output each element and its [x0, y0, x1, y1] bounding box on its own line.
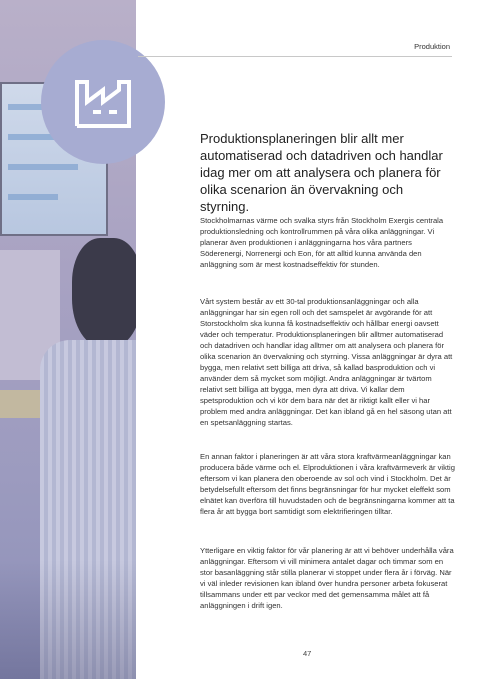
paragraph: Vårt system består av ett 30-tal produktionsanläggningar och alla anläggningar har sin egen roll och det samspelet är avgörande för att Storstockholm ska kunna få kostnadseffektiv och hållbar energi oavsett väder och temperatur. Produktionsplaneringen blir alltmer automatiserad och datadriven och handlar idag alltmer om att analysera och planera för olika scenarion än övervakning och styrning. Vissa anläggningar är dyra att bygga, men relativt sett billiga att driva, så kallad basproduktion och vi använder dem så mycket som möjligt. Andra anläggningar är tvärtom relativt sett billiga att bygga, men dyra att driva. Vi kallar dem spetsproduktion och vi kör dem bara när det är riktigt kallt eller vi har problem med andra anläggningar. Det kan ibland gå en hel säsong utan att en spetsanläggning startas. — [200, 297, 453, 427]
paragraph: Ytterligare en viktig faktor för vår planering är att vi behöver underhålla våra anläggningar. Eftersom vi vill minimera antalet dagar och timmar som en stor basanläggning står stilla planerar vi stoppet under flera år i förväg. När vi väl inleder revisionen kan ibland över hundra personer arbeta fokuserat tillsammans under ett par veckor med det gemensamma målet att få anläggningen i drift igen. — [200, 546, 454, 610]
factory-icon — [73, 76, 133, 128]
paragraph: Stockholmarnas värme och svalka styrs från Stockholm Exergis centrala produktionsledning och kontrollrummen på våra olika anläggningar. Vi planerar även produktionen i anläggningarna hos våra partners Söderenergi, Norrenergi och Eon, för att alltid kunna använda den anläggning som är mest kostnadseffektiv för stunden. — [200, 216, 444, 269]
lead-text: Produktionsplaneringen blir allt mer automatiserad och datadriven och handlar idag mer om att analysera och planera för olika scenarion än övervakning och styrning. — [200, 131, 443, 214]
photo-shade — [0, 560, 136, 679]
person-head — [72, 238, 136, 348]
section-label: Produktion — [414, 42, 450, 51]
paragraph: En annan faktor i planeringen är att våra stora kraftvärmeanläggningar kan producera både värme och el. Elproduktionen i våra kraftvärmeverk är viktig eftersom vi kan planera den oberoende av sol och vind i Stockholm. Det är betydelsefullt eftersom det finns begränsningar för hur mycket eleffekt som elnätet kan överföra till huvudstaden och de begränsningarna kommer att ta flera år att bygga bort samtidigt som elektrifieringen tilltar. — [200, 452, 455, 516]
page-number: 47 — [303, 649, 312, 658]
header-divider — [138, 56, 452, 57]
icon-circle — [41, 40, 165, 164]
